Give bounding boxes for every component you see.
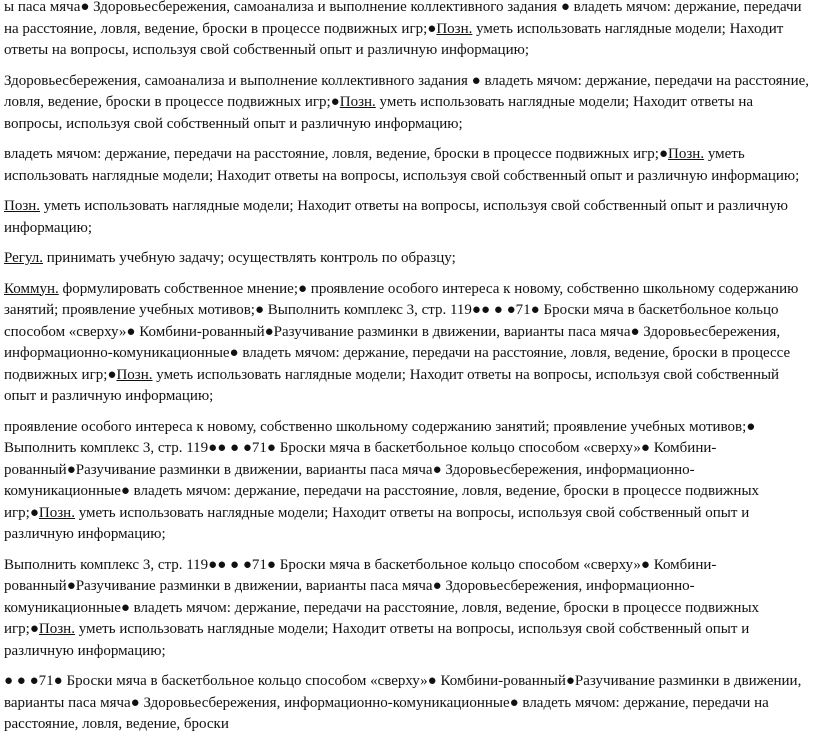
paragraph-2: Здоровьесбережения, самоанализа и выполнение коллективного задания ● владеть мячом: держание, передачи на расстояние, ловля, ведение, броски в процессе подвижных игр;●Позн. уметь использовать наглядные модели; Находит ответы на вопросы, используя свой собственный опыт и различную информацию; (4, 72, 810, 132)
underlined-label: Позн. (436, 20, 473, 37)
paragraph-4: Позн. уметь использовать наглядные модели; Находит ответы на вопросы, используя свой собственный опыт и различную информацию; (4, 198, 788, 236)
underlined-label: Позн. (38, 621, 75, 637)
paragraph-6: Коммун. формулировать собственное мнение;● проявление особого интереса к новому, собственно школьному содержанию занятий; проявление учебных мотивов;● Выполнить комплекс 3, стр. 119●● ● ●71● Броски мяча в баскетбольное кольцо способом «сверху»● Комбини-рованный●Разучивание разминки в движении, варианты паса мяча● Здоровьесбережения, информационно-комуникационные● владеть мячом: держание, передачи на расстояние, ловля, ведение, броски в процессе подвижных игр;●Позн. уметь использовать наглядные модели; Находит ответы на вопросы, используя свой собственный опыт и различную информацию; (4, 280, 799, 404)
paragraph-7: проявление особого интереса к новому, собственно школьному содержанию занятий; проявление учебных мотивов;● Выполнить комплекс 3, стр. 119●● ● ●71● Броски мяча в баскетбольное кольцо способом «сверху»● Комбини-рованный●Разучивание разминки в движении, варианты паса мяча● Здоровьесбережения, информационно-комуникационные● владеть мячом: держание, передачи на расстояние, ловля, ведение, броски в процессе подвижных игр;●Позн. уметь использовать наглядные модели; Находит ответы на вопросы, используя свой собственный опыт и различную информацию; (4, 418, 760, 542)
paragraph-5: Регул. принимать учебную задачу; осуществлять контроль по образцу; (4, 250, 456, 266)
paragraph-8: Выполнить комплекс 3, стр. 119●● ● ●71● Броски мяча в баскетбольное кольцо способом «сверху»● Комбини-рованный●Разучивание разминки в движении, варианты паса мяча● Здоровьесбережения, информационно-комуникационные● владеть мячом: держание, передачи на расстояние, ловля, ведение, броски в процессе подвижных игр;●Позн. уметь использовать наглядные модели; Находит ответы на вопросы, используя свой собственный опыт и различную информацию; (4, 556, 760, 659)
underlined-label: Позн. (116, 366, 153, 383)
underlined-label: Коммун. (4, 280, 59, 297)
underlined-label: Позн. (339, 94, 376, 110)
underlined-label: Регул. (4, 250, 44, 266)
underlined-label: Позн. (668, 146, 705, 162)
paragraph-1: ы паса мяча● Здоровьесбережения, самоанализа и выполнение коллективного задания ● владеть мячом: держание, передачи на расстояние, ловля, ведение, броски в процессе подвижных игр;●Позн. уметь использовать наглядные модели; Находит ответы на вопросы, используя свой собственный опыт и различную информацию; (4, 0, 802, 58)
paragraph-3: владеть мячом: держание, передачи на расстояние, ловля, ведение, броски в процессе подвижных игр;●Позн. уметь использовать наглядные модели; Находит ответы на вопросы, используя свой собственный опыт и различную информацию; (4, 146, 800, 184)
underlined-label: Позн. (38, 504, 75, 521)
underlined-label: Позн. (4, 198, 41, 214)
paragraph-9: ● ● ●71● Броски мяча в баскетбольное кольцо способом «сверху»● Комбини-рованный●Разучивание разминки в движении, варианты паса мяча● Здоровьесбережения, информационно-комуникационные● владеть мячом: держание, передачи на расстояние, ловля, ведение, броски (4, 673, 802, 732)
